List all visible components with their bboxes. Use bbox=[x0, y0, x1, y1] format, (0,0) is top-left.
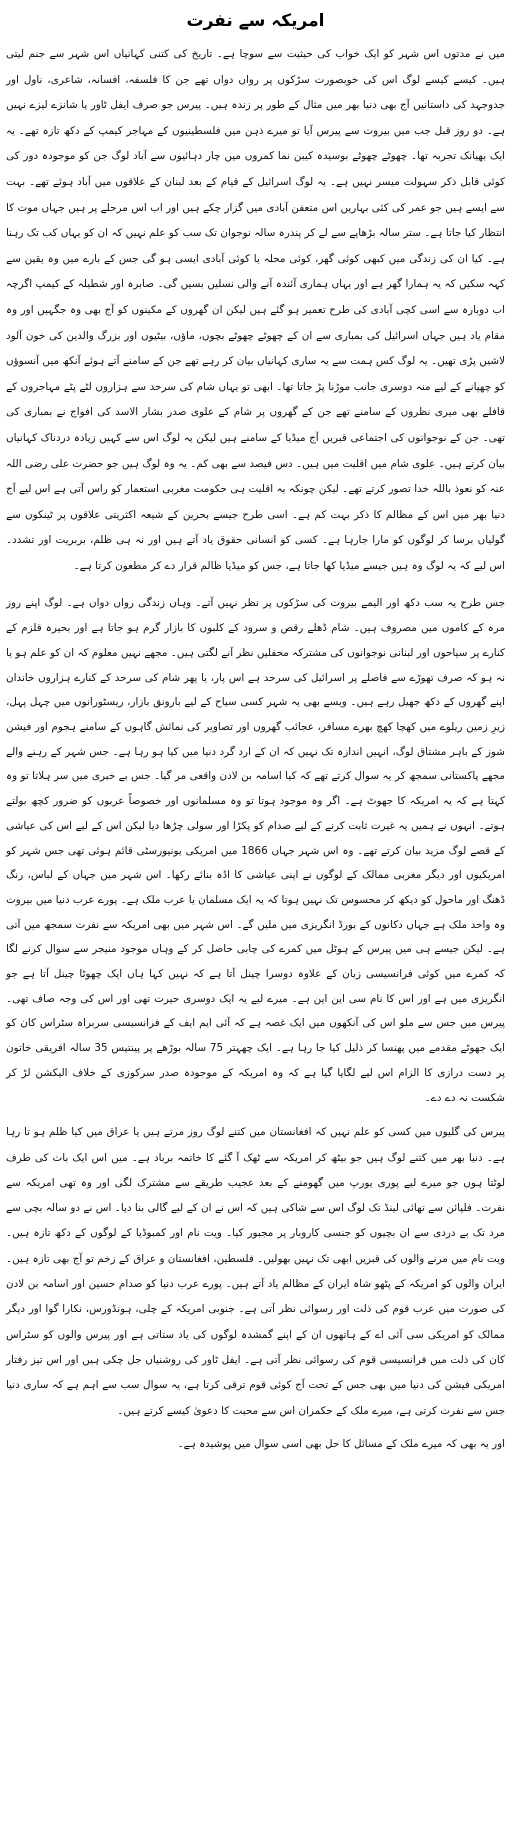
article-title: امریکہ سے نفرت bbox=[186, 11, 325, 31]
article-paragraph: جس طرح یہ سب دکھ اور الیمے بیروت کی سڑکوں پر نظر نہیں آتے۔ وہاں زندگی رواں دواں ہے۔ لوگ اپنے روز مرہ کے کاموں میں مصروف ہیں۔ شام ڈھلے رقص و سرود کے کلبوں کا بازار گرم ہو جاتا ہے اور بحیرہ قلزم کے کنارے پر سیاحوں اور لبنانی نوجوانوں کی مشترکہ محفلیں نظر آنے لگتی ہیں۔ مجھے نہیں معلوم کہ ان کو علم ہو یا نہ ہو کہ صرف تھوڑے سے فاصلے پر اسرائیل کی سرحد ہے اس پار، یا پھر شام کی سرحد کے کنارے ہزاروں خاندان اپنے گھروں کے دکھ جھیل رہے ہیں۔ ویسے بھی یہ شہر کسی سیاح کے لیے بارونق بازار، ریسٹورانوں میں چہل پہل، زیرِ زمین ریلوے میں کھچا کھچ بھرے مسافر، عجائب گھروں اور تصاویر کی نمائش گاہوں کے سامنے ہجوم اور فیشن شوز کے باہر مشتاق لوگ، انہیں اندازہ تک نہیں کہ ان کے ارد گرد دنیا میں کیا ہو رہا ہے۔ جس شہر کے رہنے والے مجھے پاکستانی سمجھ کر یہ سوال کرتے تھے کہ کیا اسامہ بن لادن واقعی مر گیا۔ جس بے خبری میں سر ہلاتا تو وہ کہتا ہے کہ یہ امریکہ کا جھوٹ ہے۔ اگر وہ موجود ہوتا تو وہ مسلمانوں اور خصوصاً عربوں کو ضرور کچھ بولتے ہوتے۔ انہوں نے ہمیں یہ غیرت ثابت کرنے کے لیے صدام کو پکڑا اور سولی چڑھا دیا لیکن اس کے لیے اس کی عیاشی کے قصے لوگ مزید بیان کرتے تھے۔ وہ اس شہر جہاں 1866 میں امریکی یونیورسٹی قائم ہوئی تھی جس شہر کو امریکیوں اور دیگر مغربی ممالک کے لوگوں نے اپنی عیاشی کا اڈہ بنائے رکھا۔ اس شہر میں جہاں کے لباس، رنگ ڈھنگ اور ماحول کو دیکھ کر محسوس تک نہیں ہوتا کہ یہ ایک مسلمان یا عرب ملک ہے۔ پورے عرب دنیا میں بیروت وہ واحد ملک ہے جہاں دکانوں کے بورڈ انگریزی میں ملیں گے۔ اس شہر میں بھی امریکہ سے نفرت سمجھ میں آتی ہے۔ لیکن جیسے ہی میں پیرس کے ہوٹل میں کمرے کی چابی حاصل کر کے وہاں موجود منیجر سے سوال کرنے لگا کہ کمرے میں کوئی فرانسیسی زبان کے علاوہ دوسرا چینل آتا ہے کہ نہیں کہا ہاں ایک چھوٹا چینل آتا ہے جو انگریزی میں ہے اور اس کا نام سی این این ہے۔ میرے لیے یہ ایک دوسری حیرت تھی اور اس کی وجہ صاف تھی۔ پیرس میں جس سے ملو اس کی آنکھوں میں ایک غصہ ہے کہ آئی ایم ایف کے فرانسیسی سربراہ سٹراس کان کو ایک جھوٹے مقدمے میں پھنسا کر ذلیل کیا جا رہا ہے۔ ایک چھہتر 75 سالہ بوڑھے پر پینتیس 35 سالہ افریقی خاتون پر دست درازی کا الزام اس لیے لگایا گیا ہے کہ وہ امریکہ کے موجودہ صدر سرکوزی کے خلاف الیکشن لڑ کر شکست نہ دے دے۔ bbox=[6, 597, 506, 1104]
article-paragraph: پیرس کی گلیوں میں کسی کو علم نہیں کہ افغانستان میں کتنے لوگ روز مرتے ہیں یا عراق میں کیا ظلم ہو تا رہا ہے۔ دنیا بھر میں کتنے لوگ ہیں جو بیٹھ کر امریکہ سے ٹھک آ گئے کا خاتمہ برباد ہے۔ میں اس ایک بات کی طرف لوٹتا ہوں جو میرے لیے پوری یورپ میں گھومنے کے بعد عجیب طریقے سے مشترک لگی اور وہ تھی امریکہ سے نفرت۔ فلپائن سے تھائی لینڈ تک لوگ اس سے شاکی ہیں کہ اس نے ان کے لیے گالی بنا دیا۔ اس نے دو سالہ بچی سے مرد تک بے دردی سے ان بچیوں کو جنسی کاروبار پر مجبور کیا۔ ویت نام اور کمبوڈیا کے لوگوں کے دکھ تازہ ہیں۔ ویت نام میں مرنے والوں کی قبریں ابھی تک نہیں بھولیں۔ فلسطین، افغانستان و عراق کے زخم تو آج بھی تازہ ہیں۔ ایران والوں کو امریکہ کے پٹھو شاہ ایران کے مظالم یاد آتے ہیں۔ پورے عرب دنیا کو صدام حسین اور اسامہ بن لادن کی صورت میں عرب قوم کی ذلت اور رسوائی نظر آتی ہے۔ جنوبی امریکہ کے چلی، ہونڈورس، نکارا گوا اور دیگر ممالک کو امریکی سی آئی اے کے ہاتھوں ان کے اپنے گمشدہ لوگوں کی یاد ستاتی ہے اور پیرس والوں کو سٹراس کان کی ذلت میں فرانسیسی قوم کی رسوائی نظر آتی ہے۔ ایفل ٹاور کی روشنیاں جل چکی ہیں اور اس تیز رفتار امریکی فیشن کی دنیا میں بھی جس کے تحت آج کوئی قوم ترقی کرتا ہے، یہ سوال سب سے اہم ہے کہ ساری دنیا جس سے نفرت کرتی ہے، میرے ملک کے حکمران اس سے محبت کا دعویٰ کیسے کرتے ہیں۔ bbox=[6, 1126, 505, 1417]
article-paragraph: اور یہ بھی کہ میرے ملک کے مسائل کا حل بھی اسی سوال میں پوشیدہ ہے۔ bbox=[177, 1437, 505, 1450]
article-paragraph: میں نے مدتوں اس شہر کو ایک خواب کی حیثیت سے سوچا ہے۔ تاریخ کی کتنی کہانیاں اس شہر سے جنم لیتی ہیں۔ کیسے کیسے لوگ اس کی خوبصورت سڑکوں پر رواں دواں تھے جن کا فلسفہ، افسانہ، شاعری، ناول اور جدوجہد کی داستانیں آج بھی دنیا بھر میں مثال کے طور پر زندہ ہیں۔ پیرس جو صرف ایفل ٹاور یا شانزے لیزے نہیں ہے۔ دو روز قبل جب میں بیروت سے پیرس آیا تو میرے ذہن میں فلسطینیوں کے مہاجر کیمپ کے دکھ تازہ تھے۔ یہ ایک بھیانک تجربہ تھا۔ چھوٹے چھوٹے بوسیدہ کیبن نما کمروں میں چار دہائیوں سے آباد لوگ جن کو موجودہ دور کی کوئی قابل ذکر سہولت میسر نہیں ہے۔ یہ لوگ اسرائیل کے قیام کے بعد لبنان کے علاقوں میں آباد ہوئے تھے۔ بہت سے ایسے ہیں جو عمر کی کئی بہاریں اس متعفن آبادی میں گزار چکے ہیں اور اب اس مرحلے پر ہیں جہاں موت کا انتظار کیا جاتا ہے۔ ستر سالہ بڑھاپے سے لے کر پندرہ سالہ نوجوان تک سب کو علم نہیں کہ ان کو یہاں کب تک رہنا ہے۔ کیا ان کی زندگی میں کبھی کوئی گھر، کوئی محلہ یا کوئی آبادی ایسی ہو گی جس کے بارے میں وہ یقین سے کہہ سکیں کہ یہ ہمارا گھر ہے اور یہاں ہماری آئندہ آنے والی نسلیں بسیں گی۔ صابرہ اور شطیلہ کے کیمپ اگرچہ اب دوبارہ سے اسی کچی آبادی کی طرح تعمیر ہو گئے ہیں لیکن ان گھروں کے مکینوں کو آج بھی وہ جگہیں اور وہ مقام یاد ہیں جہاں اسرائیل کی بمباری سے ان کے چھوٹے چھوٹے بچوں، ماؤں، بیٹیوں اور بزرگ والدین کی خون آلود لاشیں پڑی تھیں۔ یہ لوگ کس ہمت سے یہ ساری کہانیاں بیان کر رہے تھے جن کے سامنے آتے ہوئے آنکھ میں آنسوؤں کو چھپانے کے لیے منہ دوسری جانب موڑنا پڑ جاتا تھا۔ ابھی تو یہاں شام کی سرحد سے ہزاروں لٹے پٹے مہاجروں کے قافلے بھی میری نظروں کے سامنے تھے جن کے گھروں پر شام کے علوی صدر بشار الاسد کی افواج نے بمباری کی تھی۔ جن کے نوجوانوں کی اجتماعی قبریں آج میڈیا کے سامنے ہیں لیکن یہ لوگ اس سے کہیں زیادہ دردناک کہانیاں بیان کرتے ہیں۔ علوی شام میں اقلیت میں ہیں۔ دس فیصد سے بھی کم۔ یہ وہ لوگ ہیں جو حضرت علی رضی اللہ عنہ کو نعوذ باللہ خدا تصور کرتے تھے۔ لیکن چونکہ یہ اقلیت ہی حکومت مغربی استعمار کو راس آتی ہے اس لیے آج دنیا بھر میں اس کے مظالم کا ذکر بہت کم ہے۔ اسی طرح جیسے بحرین کے شیعہ اکثریتی علاقوں پر ٹینکوں سے گولیاں برسا کر لوگوں کو مارا جارہا ہے۔ کسی کو انسانی حقوق یاد آتے ہیں اور نہ ہی ظلم، بربریت اور تشدد۔ اس لیے کہ یہ لوگ وہ ہیں جیسے میڈیا کھا جاتا ہے، جس کو میڈیا ظالم قرار دے کر مطعون کرتا ہے۔ bbox=[6, 48, 505, 572]
